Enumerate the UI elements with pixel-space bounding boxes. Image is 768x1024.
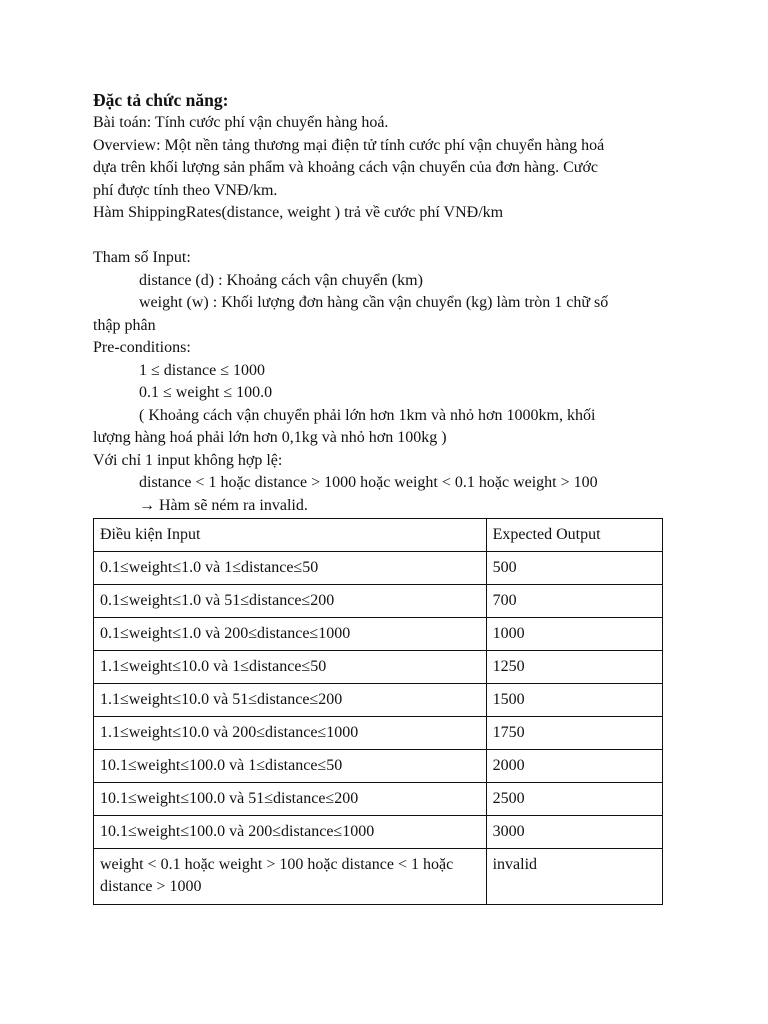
row-condition: 10.1≤weight≤100.0 và 200≤distance≤1000 (94, 816, 487, 849)
overview-line-3: phí được tính theo VNĐ/km. (93, 181, 278, 199)
input-header: Tham số Input: (93, 249, 191, 266)
invalid-condition: distance < 1 hoặc distance > 1000 hoặc weight < 0.1 hoặc weight > 100 (139, 474, 598, 491)
table-row (94, 750, 663, 783)
test-cases-table (93, 518, 663, 905)
precondition-note-line-2: lượng hàng hoá phải lớn hơn 0,1kg và nhỏ hơn 100kg ) (93, 429, 447, 446)
function-signature: Hàm ShippingRates(distance, weight ) trả về cước phí VNĐ/km (93, 204, 504, 221)
row-condition: 0.1≤weight≤1.0 và 51≤distance≤200 (94, 585, 487, 618)
table-row (94, 849, 663, 905)
header-input-condition: Điều kiện Input (94, 519, 487, 552)
input-weight-line-1: weight (w) : Khối lượng đơn hàng cần vận chuyển (kg) làm tròn 1 chữ số (139, 294, 609, 311)
row-output: 500 (486, 552, 662, 585)
row-output: 1000 (486, 618, 662, 651)
table-row (94, 717, 663, 750)
input-distance: distance (d) : Khoảng cách vận chuyển (km) (139, 271, 423, 289)
row-output: 1500 (486, 684, 662, 717)
row-output: 3000 (486, 816, 662, 849)
invalid-header: Với chỉ 1 input không hợp lệ: (93, 451, 283, 469)
row-output: 700 (486, 585, 662, 618)
row-condition: 1.1≤weight≤10.0 và 51≤distance≤200 (94, 684, 487, 717)
preconditions-header: Pre-conditions: (93, 339, 191, 356)
row-condition: 1.1≤weight≤10.0 và 1≤distance≤50 (94, 651, 487, 684)
table-row (94, 651, 663, 684)
problem-statement: Bài toán: Tính cước phí vận chuyển hàng hoá. (93, 114, 389, 131)
row-condition: 0.1≤weight≤1.0 và 200≤distance≤1000 (94, 618, 487, 651)
precondition-note-line-1: ( Khoảng cách vận chuyển phải lớn hơn 1km và nhỏ hơn 1000km, khối (139, 406, 596, 424)
table-row (94, 816, 663, 849)
table-row (94, 783, 663, 816)
page-title: Đặc tả chức năng: (93, 90, 229, 110)
invalid-result: → Hàm sẽ ném ra invalid. (139, 496, 308, 514)
precondition-distance: 1 ≤ distance ≤ 1000 (139, 361, 265, 379)
blank-line (93, 225, 683, 248)
row-output: 1250 (486, 651, 662, 684)
row-output: 1750 (486, 717, 662, 750)
header-expected-output: Expected Output (486, 519, 662, 552)
row-condition: 10.1≤weight≤100.0 và 1≤distance≤50 (94, 750, 487, 783)
table-header-row (94, 519, 663, 552)
table-row (94, 618, 663, 651)
row-output: 2000 (486, 750, 662, 783)
row-output: 2500 (486, 783, 662, 816)
row-condition: weight < 0.1 hoặc weight > 100 hoặc distance < 1 hoặc distance > 1000 (94, 849, 487, 905)
row-condition: 10.1≤weight≤100.0 và 51≤distance≤200 (94, 783, 487, 816)
input-weight-line-2: thập phân (93, 316, 156, 334)
table-row (94, 552, 663, 585)
row-condition: 0.1≤weight≤1.0 và 1≤distance≤50 (94, 552, 487, 585)
row-output: invalid (486, 849, 662, 905)
spec-text (93, 89, 683, 517)
precondition-weight: 0.1 ≤ weight ≤ 100.0 (139, 384, 273, 401)
overview-line-1: Overview: Một nền tảng thương mại điện tử tính cước phí vận chuyển hàng hoá (93, 136, 605, 154)
table-row (94, 684, 663, 717)
table-row (94, 585, 663, 618)
row-condition: 1.1≤weight≤10.0 và 200≤distance≤1000 (94, 717, 487, 750)
overview-line-2: dựa trên khối lượng sản phẩm và khoảng cách vận chuyển của đơn hàng. Cước (93, 159, 599, 176)
